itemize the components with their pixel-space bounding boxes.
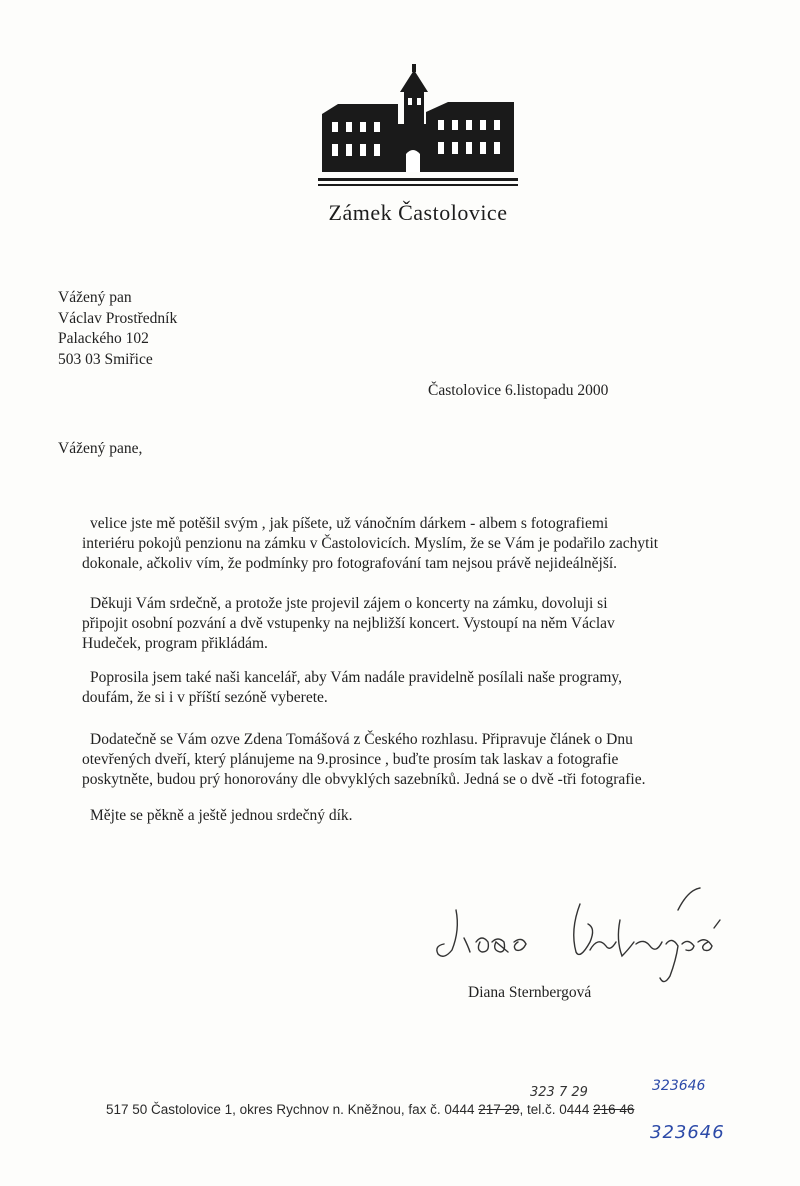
letterhead-title: Zámek Častolovice [328, 200, 508, 225]
footer-address-text: 517 50 Častolovice 1, okres Rychnov n. Kněžnou, fax č. 0444 [106, 1102, 479, 1117]
body-paragraph [82, 594, 615, 654]
recipient-line: Vážený pan [58, 289, 132, 306]
body-line: otevřených dveří, který plánujeme na 9.prosince , buďte prosím tak laskav a fotografie [82, 751, 619, 768]
body-line: Děkuji Vám srdečně, a protože jste projevil zájem o koncerty na zámku, dovoluji si [90, 595, 608, 612]
recipient-address [58, 288, 177, 370]
body-line: Hudeček, program přikládám. [82, 635, 268, 652]
body-line: Dodatečně se Vám ozve Zdena Tomášová z Českého rozhlasu. Připravuje článek o Dnu [90, 731, 633, 748]
recipient-line: Palackého 102 [58, 330, 149, 347]
body-line: interiéru pokojů penzionu na zámku v Častolovicích. Myslím, že se Vám je podařilo zachytit [82, 535, 659, 552]
letter-date: Častolovice 6.listopadu 2000 [428, 382, 609, 399]
footer-tel-old: 216 46 [593, 1102, 635, 1117]
handwritten-tel-correction: 323646 [652, 1078, 706, 1094]
footer-fax-old: 217 29 [478, 1102, 520, 1117]
footer-address [106, 1102, 634, 1117]
recipient-line: Václav Prostředník [58, 309, 178, 327]
handwritten-fax-correction: 323 7 29 [530, 1085, 588, 1100]
body-line: doufám, že si i v příští sezóně vyberete. [82, 689, 328, 706]
signatory-name: Diana Sternbergová [468, 984, 592, 1001]
recipient-line: 503 03 Smiřice [58, 350, 153, 368]
body-paragraph [90, 806, 353, 826]
body-line: dokonale, ačkoliv vím, že podmínky pro fotografování tam nejsou právě nejideálnější. [82, 555, 618, 572]
body-paragraph [82, 668, 622, 708]
body-line: poskytněte, budou prý honorovány dle obvyklých sazebníků. Jedná se o dvě -tři fotografie. [82, 771, 646, 788]
body-paragraph [82, 514, 659, 574]
footer-tel-prefix: , tel.č. 0444 [519, 1102, 594, 1117]
body-line: připojit osobní pozvání a dvě vstupenky na nejbližší koncert. Vystoupí na něm Václav [82, 615, 615, 632]
body-line: Mějte se pěkně a ještě jednou srdečný dík. [90, 807, 353, 824]
body-paragraph [82, 730, 646, 790]
body-line: Poprosila jsem také naši kancelář, aby Vám nadále pravidelně posílali naše programy, [90, 669, 622, 686]
castle-logo [318, 62, 518, 192]
salutation: Vážený pane, [58, 440, 143, 457]
handwritten-signature [430, 880, 740, 990]
handwritten-tel-note: 323646 [650, 1122, 725, 1143]
body-line: velice jste mě potěšil svým , jak píšete, už vánočním dárkem - albem s fotografiemi [90, 515, 609, 532]
